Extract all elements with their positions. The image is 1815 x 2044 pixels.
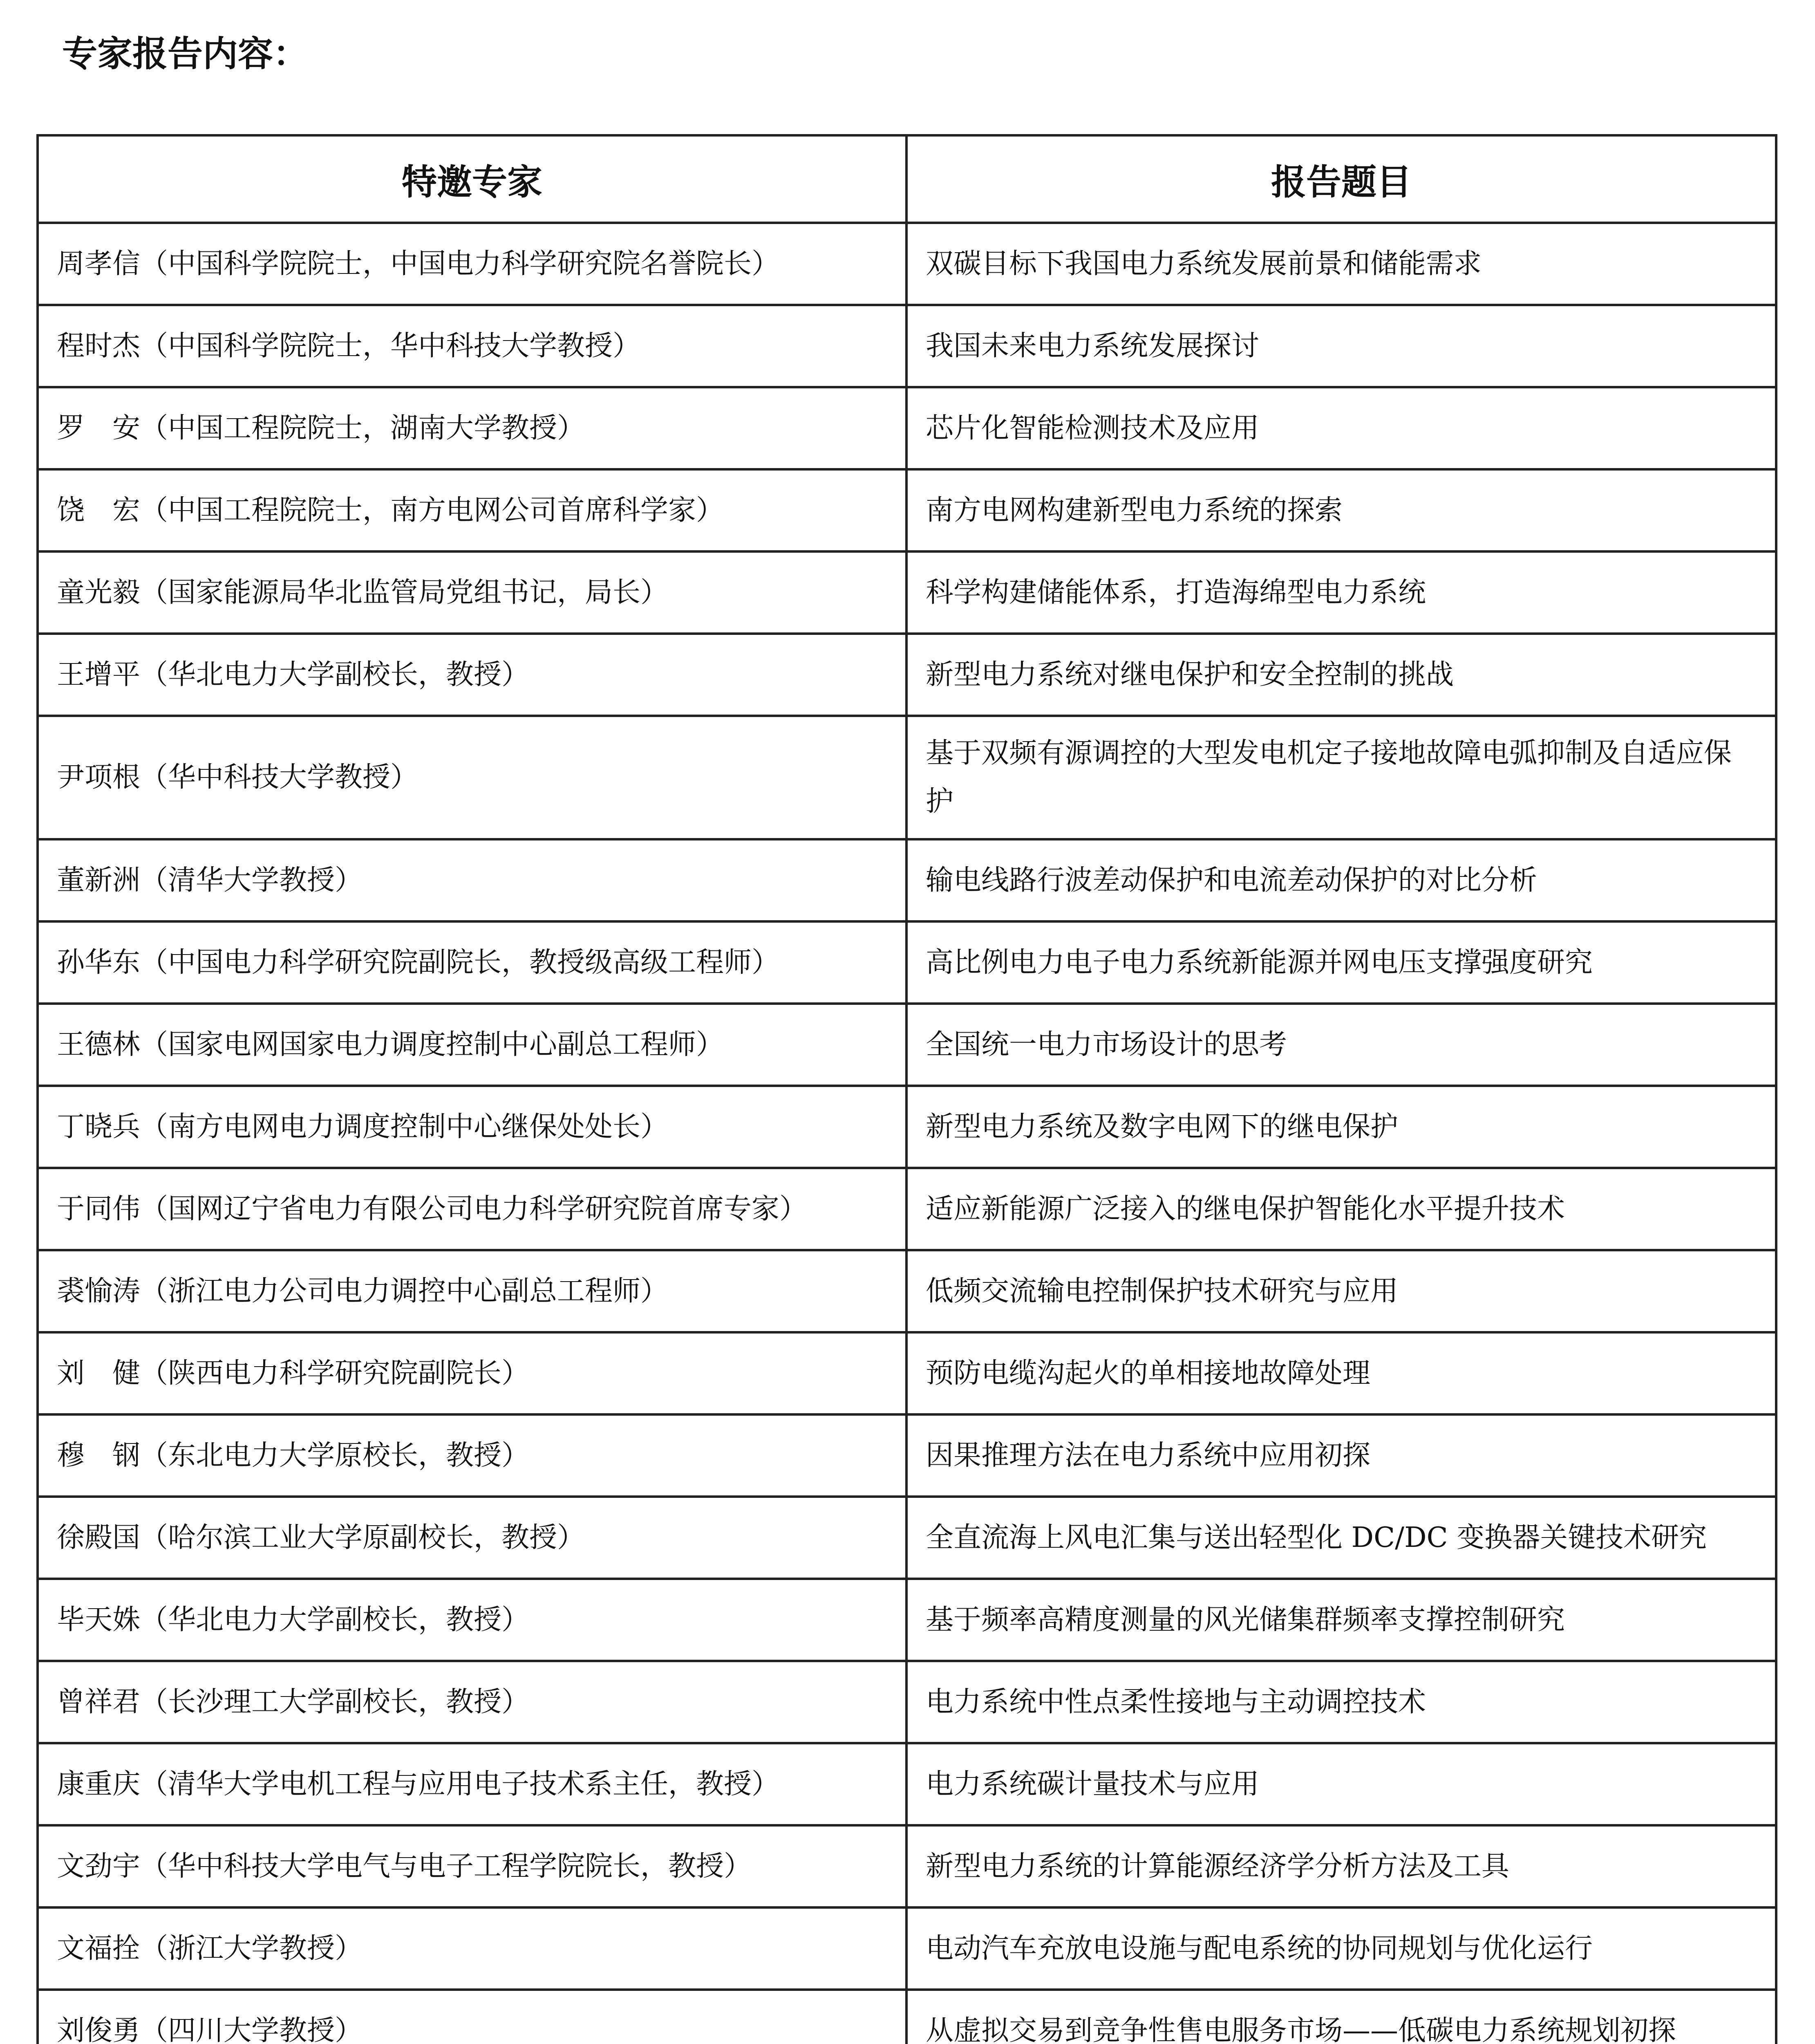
expert-cell: 童光毅（国家能源局华北监管局党组书记，局长） (38, 551, 906, 634)
topic-cell: 南方电网构建新型电力系统的探索 (906, 469, 1776, 551)
topic-cell: 低频交流输电控制保护技术研究与应用 (906, 1250, 1776, 1332)
table-row (38, 551, 1776, 634)
table-row (38, 469, 1776, 551)
column-header-expert: 特邀专家 (38, 135, 906, 223)
topic-cell: 基于频率高精度测量的风光储集群频率支撑控制研究 (906, 1579, 1776, 1661)
table-row (38, 1825, 1776, 1907)
table-row (38, 1414, 1776, 1497)
topic-cell: 新型电力系统及数字电网下的继电保护 (906, 1086, 1776, 1168)
topic-cell: 芯片化智能检测技术及应用 (906, 387, 1776, 469)
topic-cell: 我国未来电力系统发展探讨 (906, 305, 1776, 387)
topic-cell: 电动汽车充放电设施与配电系统的协同规划与优化运行 (906, 1907, 1776, 1990)
expert-cell: 刘俊勇（四川大学教授） (38, 1990, 906, 2044)
table-row (38, 921, 1776, 1004)
topic-cell: 全国统一电力市场设计的思考 (906, 1004, 1776, 1086)
page-title: 专家报告内容： (62, 34, 308, 74)
table-row (38, 634, 1776, 716)
topic-cell: 科学构建储能体系，打造海绵型电力系统 (906, 551, 1776, 634)
topic-cell: 电力系统中性点柔性接地与主动调控技术 (906, 1661, 1776, 1743)
experts-table (36, 134, 1777, 2044)
topic-cell: 从虚拟交易到竞争性售电服务市场——低碳电力系统规划初探 (906, 1990, 1776, 2044)
expert-cell: 穆 钢（东北电力大学原校长，教授） (38, 1414, 906, 1497)
expert-cell: 徐殿国（哈尔滨工业大学原副校长，教授） (38, 1497, 906, 1579)
topic-cell: 基于双频有源调控的大型发电机定子接地故障电弧抑制及自适应保护 (906, 716, 1776, 839)
table-row (38, 387, 1776, 469)
expert-cell: 尹项根（华中科技大学教授） (38, 716, 906, 839)
table-row (38, 1907, 1776, 1990)
table-row (38, 1086, 1776, 1168)
topic-cell: 适应新能源广泛接入的继电保护智能化水平提升技术 (906, 1168, 1776, 1250)
expert-cell: 罗 安（中国工程院院士，湖南大学教授） (38, 387, 906, 469)
expert-cell: 曾祥君（长沙理工大学副校长，教授） (38, 1661, 906, 1743)
topic-cell: 双碳目标下我国电力系统发展前景和储能需求 (906, 223, 1776, 305)
expert-cell: 丁晓兵（南方电网电力调度控制中心继保处处长） (38, 1086, 906, 1168)
topic-cell: 高比例电力电子电力系统新能源并网电压支撑强度研究 (906, 921, 1776, 1004)
table-row (38, 1661, 1776, 1743)
expert-cell: 毕天姝（华北电力大学副校长，教授） (38, 1579, 906, 1661)
table-row (38, 1168, 1776, 1250)
expert-cell: 文福拴（浙江大学教授） (38, 1907, 906, 1990)
expert-cell: 饶 宏（中国工程院院士，南方电网公司首席科学家） (38, 469, 906, 551)
topic-cell: 全直流海上风电汇集与送出轻型化 DC/DC 变换器关键技术研究 (906, 1497, 1776, 1579)
expert-cell: 于同伟（国网辽宁省电力有限公司电力科学研究院首席专家） (38, 1168, 906, 1250)
table-row (38, 1250, 1776, 1332)
topic-cell: 输电线路行波差动保护和电流差动保护的对比分析 (906, 839, 1776, 921)
table-row (38, 1497, 1776, 1579)
topic-cell: 新型电力系统对继电保护和安全控制的挑战 (906, 634, 1776, 716)
table-row (38, 839, 1776, 921)
topic-cell: 预防电缆沟起火的单相接地故障处理 (906, 1332, 1776, 1414)
table-row (38, 1743, 1776, 1825)
topic-cell: 因果推理方法在电力系统中应用初探 (906, 1414, 1776, 1497)
table-row (38, 1990, 1776, 2044)
expert-cell: 孙华东（中国电力科学研究院副院长，教授级高级工程师） (38, 921, 906, 1004)
expert-cell: 程时杰（中国科学院院士，华中科技大学教授） (38, 305, 906, 387)
column-header-topic: 报告题目 (906, 135, 1776, 223)
topic-cell: 新型电力系统的计算能源经济学分析方法及工具 (906, 1825, 1776, 1907)
expert-cell: 董新洲（清华大学教授） (38, 839, 906, 921)
table-row (38, 223, 1776, 305)
table-row (38, 1579, 1776, 1661)
table-row (38, 1004, 1776, 1086)
expert-cell: 裘愉涛（浙江电力公司电力调控中心副总工程师） (38, 1250, 906, 1332)
expert-cell: 文劲宇（华中科技大学电气与电子工程学院院长，教授） (38, 1825, 906, 1907)
table-row (38, 1332, 1776, 1414)
expert-cell: 周孝信（中国科学院院士，中国电力科学研究院名誉院长） (38, 223, 906, 305)
topic-cell: 电力系统碳计量技术与应用 (906, 1743, 1776, 1825)
table-row (38, 305, 1776, 387)
expert-cell: 王德林（国家电网国家电力调度控制中心副总工程师） (38, 1004, 906, 1086)
table-row (38, 716, 1776, 839)
expert-cell: 康重庆（清华大学电机工程与应用电子技术系主任，教授） (38, 1743, 906, 1825)
expert-cell: 王增平（华北电力大学副校长，教授） (38, 634, 906, 716)
table-header-row (38, 135, 1776, 223)
expert-cell: 刘 健（陕西电力科学研究院副院长） (38, 1332, 906, 1414)
